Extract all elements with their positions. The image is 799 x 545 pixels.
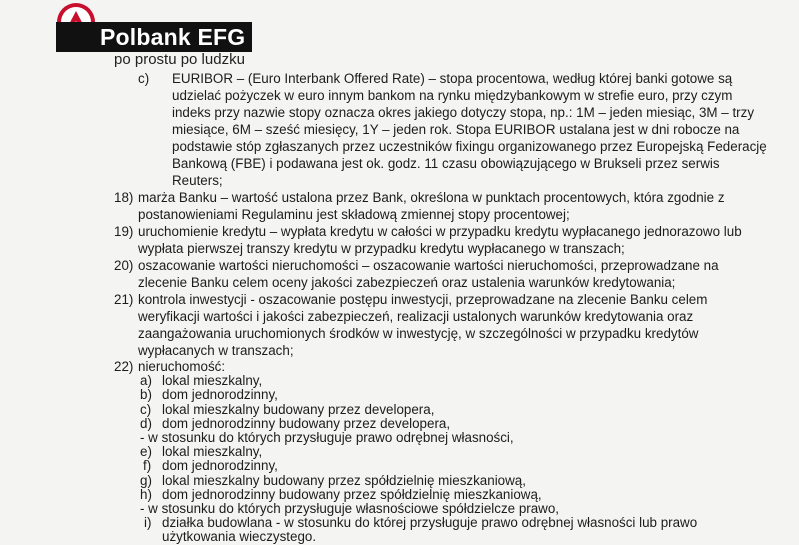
sub-item-marker: h) — [140, 486, 152, 502]
sub-item-text: lokal mieszkalny, — [162, 444, 263, 460]
text-line: zaangażowania uruchomionych środków w inwestycję, w szczególności w przypadku kredytów — [138, 326, 699, 341]
sub-item-text: użytkowania wieczystego. — [162, 529, 317, 545]
sub-item-text: lokal mieszkalny budowany przez spółdzielnię mieszkaniową, — [162, 472, 526, 488]
text-line: podstawie stóp zgłaszanych przez uczestników fixingu organizowanego przez Europejską Federację — [172, 139, 767, 154]
text-line: oszacowanie wartości nieruchomości – oszacowanie wartości nieruchomości, przeprowadzane na — [138, 258, 719, 273]
sub-item-text: dom jednorodzinny, — [162, 387, 278, 403]
item-marker: 18) — [114, 190, 134, 205]
text-line: EURIBOR – (Euro Interbank Offered Rate) – stopa procentowa, według której banki gotowe są — [172, 71, 733, 86]
sub-item-marker: f) — [143, 458, 152, 474]
text-line: nieruchomość: — [138, 359, 226, 374]
sub-item-marker: b) — [140, 387, 152, 403]
text-line: wypłacanych w transzach; — [138, 343, 294, 358]
text-line: miesiące, 6M – sześć miesięcy, 1Y – jeden rok. Stopa EURIBOR ustalana jest w dni robocze na — [172, 122, 740, 137]
sub-item-text: dom jednorodzinny, — [162, 458, 278, 474]
item-marker: 19) — [114, 224, 134, 239]
text-line: indeks przy nazwie stopy oznacza okres jakiego dotyczy stopa, np.: 1M – jeden miesiąc, 3M – trzy — [172, 105, 755, 120]
sub-item-text: lokal mieszkalny budowany przez developera, — [162, 401, 435, 417]
item-marker: 20) — [114, 258, 134, 273]
sub-item-note: - w stosunku do których przysługuje własnościowe spółdzielcze prawo, — [140, 501, 560, 516]
text-line: Bankową (FBE) i podawana jest ok. godz. 11 czasu obowiązującego w Brukseli przez serwis — [172, 156, 720, 171]
brand-tagline: po prostu po ludzku — [114, 51, 245, 68]
sub-item-marker: c) — [140, 401, 152, 417]
text-line: udzielać pożyczek w euro innym bankom na rynku międzybankowym w strefie euro, przy czym — [172, 88, 733, 103]
text-line: kontrola inwestycji - oszacowanie postępu inwestycji, przeprowadzane na zlecenie Banku celem — [138, 292, 708, 307]
item-marker: 21) — [114, 292, 134, 307]
text-line: weryfikacji wartości i jakości zabezpieczeń, realizacji ustalonych warunków kredytowania oraz — [138, 309, 694, 324]
text-line: postanowieniami Regulaminu jest składową zmiennej stopy procentowej; — [138, 207, 570, 222]
text-line: Reuters; — [172, 173, 223, 188]
sub-item-text: lokal mieszkalny, — [162, 373, 263, 389]
sub-item-marker: g) — [140, 472, 152, 488]
text-line: uruchomienie kredytu – wypłata kredytu w całości w przypadku kredytu wypłacanego jednorazowo lub — [138, 224, 742, 239]
sub-item-marker: a) — [140, 373, 152, 389]
sub-item-marker: d) — [140, 415, 152, 431]
sub-item-note: - w stosunku do których przysługuje prawo odrębnej własności, — [140, 430, 514, 445]
sub-item-text: działka budowlana - w stosunku do której przysługuje prawo odrębnej własności lub prawo — [162, 515, 698, 531]
text-line: marża Banku – wartość ustalona przez Bank, określona w punktach procentowych, która zgodnie z — [138, 190, 725, 205]
brand-name: Polbank EFG — [100, 24, 246, 50]
sub-item-text: dom jednorodzinny budowany przez developera, — [162, 415, 451, 431]
text-line: wypłata pierwszej transzy kredytu w przypadku kredytu wypłacanego w transzach; — [138, 241, 625, 256]
sub-item-text: dom jednorodzinny budowany przez spółdzielnię mieszkaniową, — [162, 486, 542, 502]
item-marker: 22) — [114, 359, 134, 374]
sub-item-marker: i) — [144, 515, 152, 531]
text-line: zlecenie Banku celem oceny jakości zabezpieczeń oraz ustalenia warunków kredytowania; — [138, 275, 676, 290]
item-marker: c) — [138, 71, 150, 86]
sub-item-marker: e) — [140, 444, 152, 460]
